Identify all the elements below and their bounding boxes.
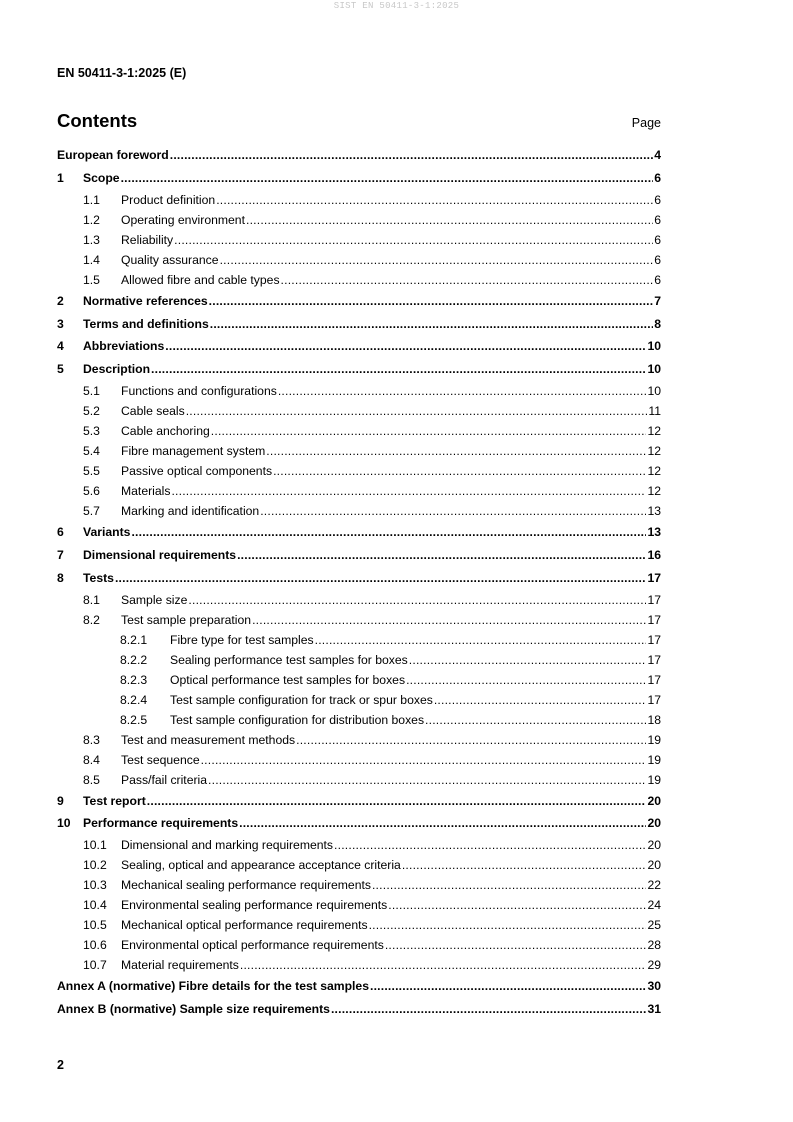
toc-entry-page: 17 [647,652,661,667]
toc-entry[interactable] [57,272,661,292]
toc-entry-number: 8.3 [83,732,100,747]
toc-dot-leader [174,233,653,247]
toc-entry-page: 25 [647,918,661,933]
toc-entry-title: Allowed fibre and cable types [121,272,280,287]
toc-entry[interactable] [57,772,661,792]
toc-entry[interactable] [57,169,661,192]
toc-entry-number: 8.2.1 [120,632,148,647]
toc-entry-title: Tests [83,570,114,585]
toc-entry[interactable] [57,632,661,652]
toc-dot-leader [273,464,646,478]
toc-entry-number: 5.4 [83,444,100,459]
toc-entry-number: 10 [57,816,71,831]
toc-dot-leader [315,633,647,647]
toc-entry-number: 10.7 [83,958,107,973]
toc-entry-title: Cable seals [121,404,185,419]
toc-entry-page: 8 [654,316,661,331]
toc-entry-title: Pass/fail criteria [121,772,208,787]
toc-entry[interactable] [57,877,661,897]
toc-entry[interactable] [57,503,661,523]
toc-dot-leader [385,938,647,952]
toc-entry-number: 10.2 [83,858,107,873]
toc-entry-title: European foreword [57,148,169,162]
toc-entry[interactable] [57,897,661,917]
toc-dot-leader [402,858,647,872]
toc-entry[interactable] [57,483,661,503]
toc-entry-page: 29 [647,958,661,973]
toc-entry-title: Material requirements [121,958,239,973]
toc-entry-number: 8.1 [83,592,100,607]
toc-dot-leader [210,317,653,331]
toc-dot-leader [115,571,647,585]
toc-dot-leader [220,253,654,267]
toc-entry-number: 5.7 [83,504,100,519]
toc-entry-title: Reliability [121,232,174,247]
toc-dot-leader [186,404,648,418]
toc-entry[interactable] [57,423,661,443]
toc-entry-number: 8.2.3 [120,672,148,687]
toc-entry-title: Test report [83,793,146,808]
toc-entry-title: Materials [121,484,171,499]
toc-entry-title: Test sequence [121,752,200,767]
toc-entry[interactable] [57,146,661,169]
toc-entry-title: Mechanical optical performance requirements [121,918,368,933]
toc-entry-number: 1.4 [83,252,100,267]
toc-entry-page: 6 [654,252,661,267]
toc-entry-number: 5 [57,362,64,377]
toc-entry-number: 8.5 [83,772,100,787]
toc-entry[interactable] [57,977,661,1000]
toc-entry-page: 7 [654,293,661,308]
toc-entry-page: 11 [648,404,661,419]
toc-entry-title: Dimensional and marking requirements [121,838,334,853]
toc-dot-leader [334,838,646,852]
page-number: 2 [57,1058,64,1072]
toc-dot-leader [246,213,653,227]
document-id: EN 50411-3-1:2025 (E) [57,66,187,80]
toc-entry-title: Environmental sealing performance requirements [121,898,388,913]
toc-entry-title: Marking and identification [121,504,260,519]
toc-entry-page: 13 [647,525,661,540]
toc-entry-title: Abbreviations [83,339,165,354]
toc-entry-page: 12 [647,464,661,479]
toc-entry[interactable] [57,360,661,383]
toc-entry[interactable] [57,814,661,837]
toc-dot-leader [372,878,646,892]
toc-entry-number: 10.3 [83,878,107,893]
toc-entry-number: 1.1 [83,192,100,207]
toc-entry-title: Fibre type for test samples [170,632,314,647]
toc-entry-title: Product definition [121,192,216,207]
toc-entry-number: 8.4 [83,752,100,767]
toc-entry[interactable] [57,403,661,423]
toc-dot-leader [252,613,646,627]
toc-dot-leader [216,193,653,207]
toc-entry[interactable] [57,315,661,338]
toc-entry-page: 18 [647,712,661,727]
toc-entry-number: 8 [57,570,64,585]
toc-entry-title: Dimensional requirements [83,547,237,562]
toc-entry-title: Normative references [83,293,208,308]
toc-entry-title: Description [83,362,151,377]
toc-entry-number: 1 [57,170,64,185]
toc-dot-leader [151,362,646,376]
toc-entry-page: 6 [654,272,661,287]
toc-dot-leader [406,673,646,687]
toc-entry[interactable] [57,857,661,877]
toc-dot-leader [409,653,647,667]
toc-entry-page: 12 [647,424,661,439]
toc-dot-leader [165,339,646,353]
toc-entry[interactable] [57,957,661,977]
toc-dot-leader [369,918,647,932]
toc-entry-number: 5.1 [83,384,100,399]
toc-entry-page: 28 [647,938,661,953]
toc-dot-leader [239,816,646,830]
toc-entry-number: 8.2.4 [120,692,148,707]
toc-entry[interactable] [57,612,661,632]
toc-entry-page: 20 [647,793,661,808]
toc-entry[interactable] [57,192,661,212]
toc-entry[interactable] [57,337,661,360]
toc-dot-leader [209,294,654,308]
toc-dot-leader [331,1002,646,1016]
toc-entry-page: 20 [647,816,661,831]
toc-entry[interactable] [57,917,661,937]
toc-entry-number: 1.5 [83,272,100,287]
toc-dot-leader [211,424,647,438]
toc-dot-leader [266,444,646,458]
toc-entry-title: Sample size [121,592,188,607]
toc-entry-page: 24 [647,898,661,913]
toc-entry-page: 31 [647,1002,661,1017]
toc-entry-title: Quality assurance [121,252,219,267]
toc-dot-leader [171,484,646,498]
toc-entry[interactable] [57,937,661,957]
toc-entry-number: 1.2 [83,212,100,227]
toc-entry-page: 17 [647,612,661,627]
toc-entry-title: Optical performance test samples for boxes [170,672,406,687]
toc-entry-page: 17 [647,692,661,707]
toc-entry-number: 9 [57,793,64,808]
toc-entry-title: Functions and configurations [121,384,277,399]
toc-entry-number: 6 [57,525,64,540]
toc-entry[interactable] [57,652,661,672]
toc-entry[interactable] [57,523,661,546]
toc-entry[interactable] [57,1000,661,1023]
toc-entry-title: Passive optical components [121,464,273,479]
toc-dot-leader [201,753,647,767]
toc-entry-page: 12 [647,444,661,459]
toc-entry[interactable] [57,383,661,403]
toc-dot-leader [147,794,647,808]
toc-entry-number: 8.2.5 [120,712,148,727]
toc-entry-title: Performance requirements [83,816,239,831]
toc-entry-number: 1.3 [83,232,100,247]
toc-entry-page: 17 [647,632,661,647]
page-column-label: Page [631,116,661,130]
toc-entry-page: 19 [647,772,661,787]
toc-entry-title: Test and measurement methods [121,732,296,747]
toc-entry[interactable] [57,252,661,272]
toc-entry-page: 6 [654,170,661,185]
toc-entry-title: Test sample preparation [121,612,252,627]
toc-dot-leader [208,773,646,787]
toc-entry[interactable] [57,569,661,592]
toc-entry[interactable] [57,592,661,612]
toc-entry-page: 10 [647,384,661,399]
toc-entry[interactable] [57,546,661,569]
toc-entry-title: Sealing, optical and appearance acceptance criteria [121,858,401,873]
toc-entry[interactable] [57,792,661,815]
toc-entry-number: 5.3 [83,424,100,439]
toc-entry-title: Annex B (normative) Sample size requirements [57,1002,330,1017]
toc-entry-page: 4 [654,148,661,162]
toc-entry-page: 13 [647,504,661,519]
watermark: SIST EN 50411-3-1:2025 [333,1,460,11]
toc-entry-number: 2 [57,293,64,308]
contents-heading: Contents [57,110,138,131]
toc-dot-leader [434,693,647,707]
toc-entry-title: Annex A (normative) Fibre details for the test samples [57,979,369,994]
toc-entry-title: Cable anchoring [121,424,210,439]
toc-entry-page: 6 [654,192,661,207]
toc-dot-leader [425,713,646,727]
toc-entry-title: Test sample configuration for distribution boxes [170,712,425,727]
toc-entry-number: 10.4 [83,898,107,913]
toc-entry[interactable] [57,672,661,692]
toc-entry-page: 17 [647,570,661,585]
toc-entry[interactable] [57,232,661,252]
toc-entry-number: 10.5 [83,918,107,933]
toc-entry-number: 10.1 [83,838,107,853]
toc-entry-page: 10 [647,362,661,377]
toc-entry-page: 22 [647,878,661,893]
toc-entry[interactable] [57,212,661,232]
toc-entry-number: 5.5 [83,464,100,479]
toc-dot-leader [121,171,654,185]
toc-entry-number: 8.2.2 [120,652,148,667]
toc-entry-title: Terms and definitions [83,316,209,331]
toc-entry[interactable] [57,443,661,463]
toc-entry-title: Test sample configuration for track or spur boxes [170,692,433,707]
toc-entry-number: 10.6 [83,938,107,953]
toc-entry-number: 3 [57,316,64,331]
toc-dot-leader [237,548,646,562]
toc-entry-page: 17 [647,592,661,607]
toc-entry-title: Sealing performance test samples for boxes [170,652,408,667]
toc-entry-page: 16 [647,547,661,562]
toc-dot-leader [281,273,654,287]
toc-dot-leader [170,148,653,162]
toc-entry-number: 7 [57,547,64,562]
toc-entry-title: Fibre management system [121,444,266,459]
toc-entry-page: 19 [647,752,661,767]
toc-entry-page: 20 [647,858,661,873]
toc-entry[interactable] [57,837,661,857]
toc-entry-page: 6 [654,212,661,227]
toc-entry-number: 4 [57,339,64,354]
toc-entry-number: 5.2 [83,404,100,419]
toc-entry-page: 6 [654,232,661,247]
toc-dot-leader [296,733,646,747]
toc-dot-leader [388,898,646,912]
toc-entry[interactable] [57,463,661,483]
toc-entry-page: 10 [647,339,661,354]
toc-entry-title: Scope [83,170,120,185]
toc-entry-page: 17 [647,672,661,687]
toc-dot-leader [188,593,646,607]
toc-entry-title: Mechanical sealing performance requirements [121,878,371,893]
toc-dot-leader [370,979,646,993]
toc-entry[interactable] [57,752,661,772]
table-of-contents [57,146,661,1023]
toc-entry-title: Variants [83,525,131,540]
toc-entry[interactable] [57,712,661,732]
toc-entry-title: Environmental optical performance requirements [121,938,384,953]
toc-entry[interactable] [57,292,661,315]
toc-entry-title: Operating environment [121,212,245,227]
toc-dot-leader [131,525,646,539]
toc-entry[interactable] [57,692,661,712]
toc-dot-leader [278,384,647,398]
toc-dot-leader [260,504,646,518]
toc-entry-page: 30 [647,979,661,994]
toc-entry-page: 20 [647,838,661,853]
toc-entry-page: 19 [647,732,661,747]
toc-dot-leader [240,958,647,972]
toc-entry[interactable] [57,732,661,752]
toc-entry-page: 12 [647,484,661,499]
toc-entry-number: 5.6 [83,484,100,499]
toc-entry-number: 8.2 [83,612,100,627]
